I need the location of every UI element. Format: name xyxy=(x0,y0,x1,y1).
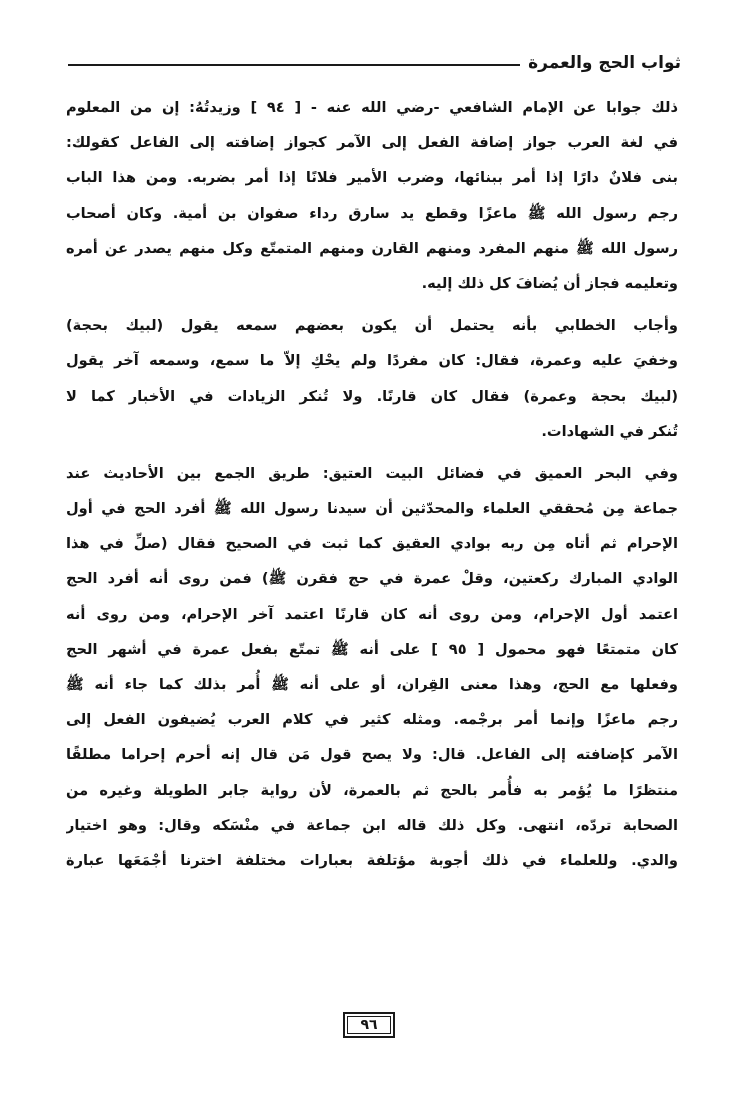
text-line: الوادي المبارك ركعتين، وقلْ عمرة في حج فقرن ﷺ) فمن روى أنه أفرد الحج xyxy=(66,570,678,588)
text-line: بنى فلانٌ دارًا إذا أمر ببنائها، وضرب الأمير فلانًا إذا أمر بضربه. ومن هذا الباب xyxy=(66,169,678,187)
paragraph xyxy=(66,90,678,301)
text-line: وأجاب الخطابي بأنه يحتمل أن يكون بعضهم سمعه يقول (لبيك بحجة) xyxy=(66,317,678,335)
text-line: تُنكر في الشهادات. xyxy=(541,422,678,440)
header-title: ثواب الحج والعمرة xyxy=(528,53,681,73)
page-number-box xyxy=(343,1012,395,1038)
text-line: وتعليمه فجاز أن يُضافَ كل ذلك إليه. xyxy=(421,274,678,292)
paragraph xyxy=(66,456,678,878)
paragraph xyxy=(66,308,678,449)
header-rule xyxy=(68,64,520,66)
text-line: الصحابة تردّه، انتهى. وكل ذلك قاله ابن جماعة في منْسَكه وقال: وهو اختيار xyxy=(66,816,678,834)
text-line: والدي. وللعلماء في ذلك أجوبة مؤتلفة بعبارات مختلفة اخترنا أجْمَعَها عبارة xyxy=(66,851,678,869)
text-line: وفعلها مع الحج، وهذا معنى القِران، أو على أنه ﷺ أُمر بذلك كما جاء أنه ﷺ xyxy=(66,676,678,693)
text-line: منتظرًا ما يُؤمر به فأُمر بالحج ثم بالعمرة، لأن رواية جابر الطويلة وغيره من xyxy=(66,781,678,799)
text-line: الآمر كإضافته إلى الفاعل. قال: ولا يصح قول مَن قال إنه أحرم إحراما مطلقًا xyxy=(66,746,678,764)
text-line: كان متمتعًا فهو محمول [ ٩٥ ] على أنه ﷺ تمتّع بفعل عمرة في أشهر الحج xyxy=(66,640,678,658)
text-line: (لبيك بحجة وعمرة) فقال كان قارنًا. ولا تُنكر الزيادات في الأخبار كما لا xyxy=(66,387,678,405)
text-line: اعتمد أول الإحرام، ومن روى أنه كان قارنًا اعتمد آخر الإحرام، ومن روى أنه xyxy=(66,605,678,623)
running-header xyxy=(68,46,681,80)
text-line: رجم رسول الله ﷺ ماعزًا وقطع يد سارق رداء صفوان بن أمية. وكان أصحاب xyxy=(66,204,678,222)
text-line: جماعة مِن مُحققي العلماء والمحدّثين أن سيدنا رسول الله ﷺ أفرد الحج في أول xyxy=(66,500,678,518)
paragraph-spacer xyxy=(66,449,678,456)
text-line: وخفيَ عليه وعمرة، فقال: كان مفردًا ولم يحْكِ إلاّ ما سمع، وسمعه آخر يقول xyxy=(66,352,678,370)
text-line: ذلك جوابا عن الإمام الشافعي -رضي الله عنه - [ ٩٤ ] وزيدتُهُ: إن من المعلوم xyxy=(66,99,678,116)
page-number: ٩٦ xyxy=(360,1017,378,1033)
text-line: في لغة العرب جواز إضافة الفعل إلى الآمر كجواز إضافته إلى الفاعل كقولك: xyxy=(66,134,678,152)
text-line: رجم ماعزًا وإنما أمر برجْمه. ومثله كثير في كلام العرب يُضيفون الفعل إلى xyxy=(66,711,678,729)
text-line: رسول الله ﷺ منهم المفرد ومنهم القارن ومنهم المتمتّع وكل منهم يصدر عن أمره xyxy=(66,239,678,257)
body-text xyxy=(66,90,678,878)
text-line: الإحرام ثم أتاه مِن ربه بوادي العقيق كما ثبت في الصحيح فقال (صلِّ في هذا xyxy=(66,535,678,553)
text-line: وفي البحر العميق في فضائل البيت العتيق: طريق الجمع بين الأحاديث عند xyxy=(66,464,678,482)
paragraph-spacer xyxy=(66,301,678,308)
